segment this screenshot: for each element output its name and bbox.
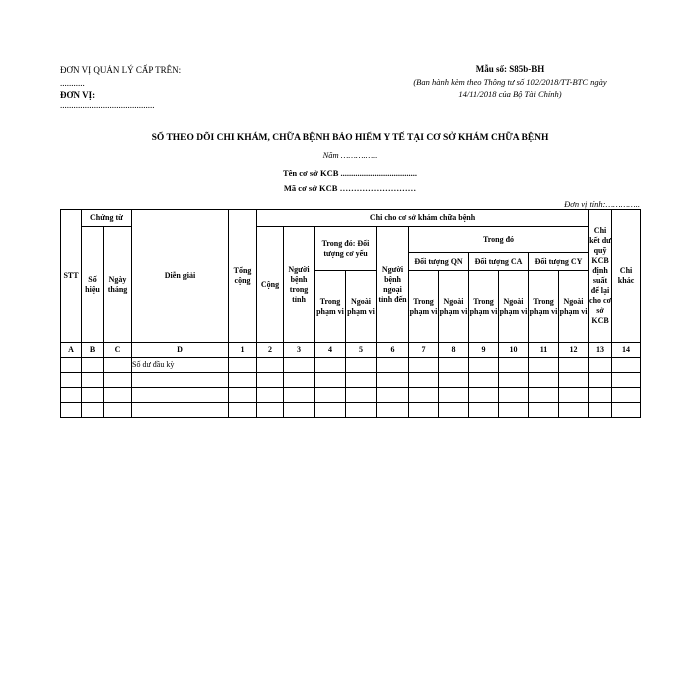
header-voucher-group: Chứng từ bbox=[82, 210, 132, 227]
index-cell: C bbox=[104, 343, 132, 358]
table-row bbox=[61, 373, 641, 388]
table-row bbox=[61, 358, 641, 373]
parent-unit-label: ĐƠN VỊ QUẢN LÝ CẤP TRÊN: bbox=[60, 65, 182, 75]
header-in-province: Người bệnh trong tỉnh bbox=[284, 227, 315, 343]
header-of-which: Trong đó bbox=[409, 227, 589, 253]
year-line: Năm ……….….. bbox=[322, 150, 378, 160]
index-cell: 6 bbox=[377, 343, 409, 358]
index-cell: 10 bbox=[499, 343, 529, 358]
index-cell: A bbox=[61, 343, 82, 358]
facility-name-line: Tên cơ sở KCB .................................... bbox=[282, 168, 418, 178]
index-cell: 7 bbox=[409, 343, 439, 358]
header-fund-balance: Chi kết dư quỹ KCB định suất để lại cho cơ sở KCB bbox=[589, 210, 612, 343]
parent-unit-fill: ........... bbox=[60, 78, 85, 88]
header-group-cy: Đối tượng CY bbox=[529, 253, 589, 271]
index-cell: 2 bbox=[257, 343, 284, 358]
header-in-scope: Trong phạm vi bbox=[409, 271, 439, 343]
header-of-which-priority: Trong đó: Đối tượng cơ yếu bbox=[315, 227, 377, 271]
unit-label: ĐƠN VỊ: bbox=[60, 90, 96, 100]
facility-code-line: Mã cơ sở KCB ……………………… bbox=[283, 183, 417, 193]
table-row bbox=[61, 403, 641, 418]
header-other: Chi khác bbox=[612, 210, 641, 343]
header-in-scope: Trong phạm vi bbox=[529, 271, 559, 343]
index-cell: 12 bbox=[559, 343, 589, 358]
header-out-scope: Ngoài phạm vi bbox=[439, 271, 469, 343]
ledger-table bbox=[60, 209, 641, 418]
index-cell: 9 bbox=[469, 343, 499, 358]
index-cell: D bbox=[132, 343, 229, 358]
index-cell: 13 bbox=[589, 343, 612, 358]
currency-unit-line: Đơn vị tính:………….. bbox=[564, 199, 640, 209]
header-description: Diễn giải bbox=[132, 210, 229, 343]
header-subtotal: Cộng bbox=[257, 227, 284, 343]
index-cell: 8 bbox=[439, 343, 469, 358]
page-title: SỔ THEO DÕI CHI KHÁM, CHỮA BỆNH BẢO HIỂM Y TẾ TẠI CƠ SỞ KHÁM CHỮA BỆNH bbox=[151, 133, 549, 143]
header-out-scope: Ngoài phạm vi bbox=[499, 271, 529, 343]
form-code: Mẫu số: S85b-BH bbox=[475, 64, 545, 74]
header-group-qn: Đối tượng QN bbox=[409, 253, 469, 271]
header-voucher-number: Số hiệu bbox=[82, 227, 104, 343]
opening-balance-label: Số dư đầu kỳ bbox=[132, 358, 229, 373]
header-out-province: Người bệnh ngoại tỉnh đến bbox=[377, 227, 409, 343]
index-cell: B bbox=[82, 343, 104, 358]
header-out-scope: Ngoài phạm vi bbox=[559, 271, 589, 343]
index-cell: 5 bbox=[346, 343, 377, 358]
index-cell: 4 bbox=[315, 343, 346, 358]
table-row bbox=[61, 388, 641, 403]
header-in-scope: Trong phạm vi bbox=[315, 271, 346, 343]
unit-fill: .......................................... bbox=[60, 100, 155, 110]
index-cell: 11 bbox=[529, 343, 559, 358]
header-out-scope: Ngoài phạm vi bbox=[346, 271, 377, 343]
header-in-scope: Trong phạm vi bbox=[469, 271, 499, 343]
header-stt: STT bbox=[61, 210, 82, 343]
index-cell: 14 bbox=[612, 343, 641, 358]
header-grand-total: Tổng cộng bbox=[229, 210, 257, 343]
header-facility-group: Chi cho cơ sở khám chữa bệnh bbox=[257, 210, 589, 227]
index-cell: 1 bbox=[229, 343, 257, 358]
issued-note: (Ban hành kèm theo Thông tư số 102/2018/TT-BTC ngày 14/11/2018 của Bộ Tài Chính) bbox=[413, 77, 607, 99]
header-voucher-date: Ngày tháng bbox=[104, 227, 132, 343]
header-group-ca: Đối tượng CA bbox=[469, 253, 529, 271]
index-cell: 3 bbox=[284, 343, 315, 358]
